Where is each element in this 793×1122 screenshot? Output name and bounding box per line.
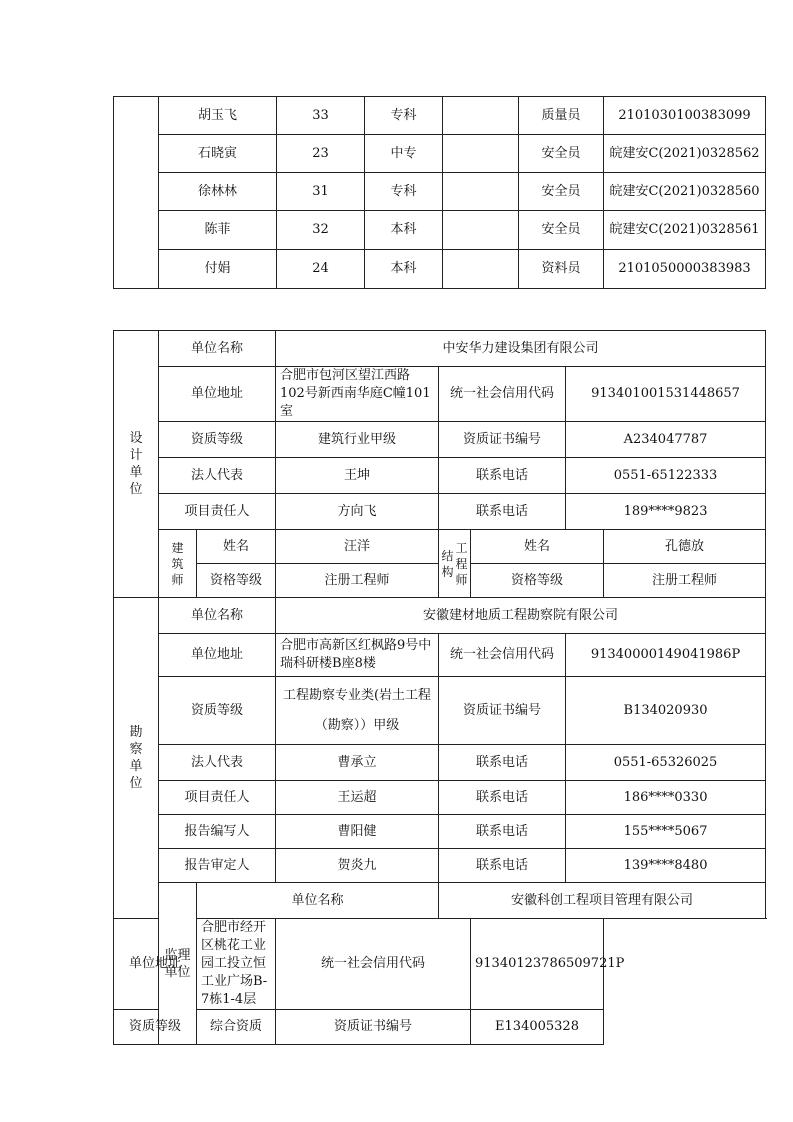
staff-cert: 皖建安C(2021)0328560 — [604, 173, 766, 211]
table-row — [114, 211, 766, 250]
table-row — [114, 883, 766, 919]
survey-reviewer-phone: 139****8480 — [566, 849, 766, 883]
staff-blank — [443, 135, 519, 173]
survey-legal: 曹承立 — [276, 745, 439, 781]
survey-cert-label: 资质证书编号 — [439, 677, 566, 745]
survey-unit-name-label: 单位名称 — [159, 598, 276, 634]
staff-education: 专科 — [365, 97, 443, 135]
staff-role: 质量员 — [519, 97, 604, 135]
staff-blank — [443, 250, 519, 289]
supervision-unit-name: 安徽科创工程项目管理有限公司 — [439, 883, 766, 919]
survey-section-label: 勘 察 单 位 — [114, 598, 159, 919]
design-legal-phone: 0551-65122333 — [566, 458, 766, 494]
design-credit-label: 统一社会信用代码 — [439, 367, 566, 422]
survey-cert: B134020930 — [566, 677, 766, 745]
survey-credit-label: 统一社会信用代码 — [439, 634, 566, 677]
staff-education: 本科 — [365, 211, 443, 250]
survey-credit: 91340000149041986P — [566, 634, 766, 677]
design-phone-label: 联系电话 — [439, 458, 566, 494]
table-row — [114, 173, 766, 211]
staff-role: 安全员 — [519, 211, 604, 250]
table-row — [114, 458, 766, 494]
supervision-credit: 91340123786509721P — [471, 919, 604, 1010]
staff-section-cell — [114, 97, 159, 289]
survey-phone-label: 联系电话 — [439, 815, 566, 849]
table-row — [114, 745, 766, 781]
staff-role: 安全员 — [519, 135, 604, 173]
table-row — [114, 1010, 766, 1045]
staff-education: 本科 — [365, 250, 443, 289]
units-table — [113, 330, 766, 1045]
staff-age: 24 — [277, 250, 365, 289]
table-row — [114, 849, 766, 883]
supervision-address-label: 单位地址 — [114, 919, 197, 1010]
survey-writer-label: 报告编写人 — [159, 815, 276, 849]
design-cert-label: 资质证书编号 — [439, 422, 566, 458]
staff-role: 资料员 — [519, 250, 604, 289]
survey-unit-name: 安徽建材地质工程勘察院有限公司 — [276, 598, 766, 634]
staff-name: 徐林林 — [159, 173, 277, 211]
staff-name: 陈菲 — [159, 211, 277, 250]
staff-role: 安全员 — [519, 173, 604, 211]
supervision-section-label: 监理 单位 — [159, 883, 197, 1045]
design-unit-name: 中安华力建设集团有限公司 — [276, 331, 766, 367]
design-cert: A234047787 — [566, 422, 766, 458]
table-row — [114, 422, 766, 458]
staff-education: 中专 — [365, 135, 443, 173]
design-address: 合肥市包河区望江西路102号新西南华庭C幢101室 — [276, 367, 439, 422]
design-pm-phone: 189****9823 — [566, 494, 766, 530]
staff-cert: 皖建安C(2021)0328562 — [604, 135, 766, 173]
table-row — [114, 97, 766, 135]
structural-grade: 注册工程师 — [604, 564, 766, 598]
staff-age: 33 — [277, 97, 365, 135]
design-legal: 王坤 — [276, 458, 439, 494]
table-row — [114, 815, 766, 849]
staff-table — [113, 96, 766, 289]
architect-label: 建 筑 师 — [159, 530, 197, 598]
staff-age: 31 — [277, 173, 365, 211]
survey-qual-label: 资质等级 — [159, 677, 276, 745]
structural-name: 孔德放 — [604, 530, 766, 564]
table-row — [114, 250, 766, 289]
table-row — [114, 781, 766, 815]
design-section-label: 设 计 单 位 — [114, 331, 159, 598]
structural-grade-label: 资格等级 — [471, 564, 604, 598]
table-row — [114, 598, 766, 634]
staff-name: 付娟 — [159, 250, 277, 289]
table-row — [114, 634, 766, 677]
design-qual: 建筑行业甲级 — [276, 422, 439, 458]
architect-name: 汪洋 — [276, 530, 439, 564]
supervision-credit-label: 统一社会信用代码 — [276, 919, 471, 1010]
survey-address: 合肥市高新区红枫路9号中瑞科研楼B座8楼 — [276, 634, 439, 677]
design-qual-label: 资质等级 — [159, 422, 276, 458]
design-credit: 913401001531448657 — [566, 367, 766, 422]
survey-reviewer: 贺炎九 — [276, 849, 439, 883]
staff-cert: 皖建安C(2021)0328561 — [604, 211, 766, 250]
design-legal-label: 法人代表 — [159, 458, 276, 494]
architect-grade-label: 资格等级 — [197, 564, 276, 598]
design-address-label: 单位地址 — [159, 367, 276, 422]
survey-qual — [276, 677, 439, 745]
survey-qual-line2: （勘察））甲级 — [314, 717, 400, 733]
staff-education: 专科 — [365, 173, 443, 211]
survey-pm: 王运超 — [276, 781, 439, 815]
structural-engineer-label: 结 构 工 程 师 — [439, 530, 471, 598]
design-pm-label: 项目责任人 — [159, 494, 276, 530]
staff-blank — [443, 211, 519, 250]
table-row — [114, 677, 766, 745]
table-row — [114, 530, 766, 564]
design-pm: 方向飞 — [276, 494, 439, 530]
architect-name-label: 姓名 — [197, 530, 276, 564]
survey-pm-phone: 186****0330 — [566, 781, 766, 815]
survey-address-label: 单位地址 — [159, 634, 276, 677]
design-unit-name-label: 单位名称 — [159, 331, 276, 367]
survey-qual-line1: 工程勘察专业类(岩土工程 — [282, 687, 432, 703]
staff-name: 石晓寅 — [159, 135, 277, 173]
supervision-address: 合肥市经开区桃花工业园工投立恒工业广场B-7栋1-4层 — [197, 919, 276, 1010]
supervision-cert: E134005328 — [471, 1010, 604, 1045]
survey-reviewer-label: 报告审定人 — [159, 849, 276, 883]
staff-blank — [443, 97, 519, 135]
supervision-qual: 综合资质 — [197, 1010, 276, 1045]
survey-legal-phone: 0551-65326025 — [566, 745, 766, 781]
staff-name: 胡玉飞 — [159, 97, 277, 135]
survey-phone-label: 联系电话 — [439, 849, 566, 883]
table-row — [114, 494, 766, 530]
architect-grade: 注册工程师 — [276, 564, 439, 598]
staff-age: 32 — [277, 211, 365, 250]
staff-age: 23 — [277, 135, 365, 173]
design-phone-label: 联系电话 — [439, 494, 566, 530]
supervision-cert-label: 资质证书编号 — [276, 1010, 471, 1045]
survey-pm-label: 项目责任人 — [159, 781, 276, 815]
survey-phone-label: 联系电话 — [439, 745, 566, 781]
staff-blank — [443, 173, 519, 211]
table-row — [114, 331, 766, 367]
table-row — [114, 367, 766, 422]
survey-phone-label: 联系电话 — [439, 781, 566, 815]
survey-legal-label: 法人代表 — [159, 745, 276, 781]
supervision-unit-name-label: 单位名称 — [197, 883, 439, 919]
table-row — [114, 919, 766, 1010]
table-row — [114, 135, 766, 173]
structural-name-label: 姓名 — [471, 530, 604, 564]
survey-writer: 曹阳健 — [276, 815, 439, 849]
supervision-qual-label: 资质等级 — [114, 1010, 197, 1045]
staff-cert: 2101050000383983 — [604, 250, 766, 289]
staff-cert: 2101030100383099 — [604, 97, 766, 135]
survey-writer-phone: 155****5067 — [566, 815, 766, 849]
